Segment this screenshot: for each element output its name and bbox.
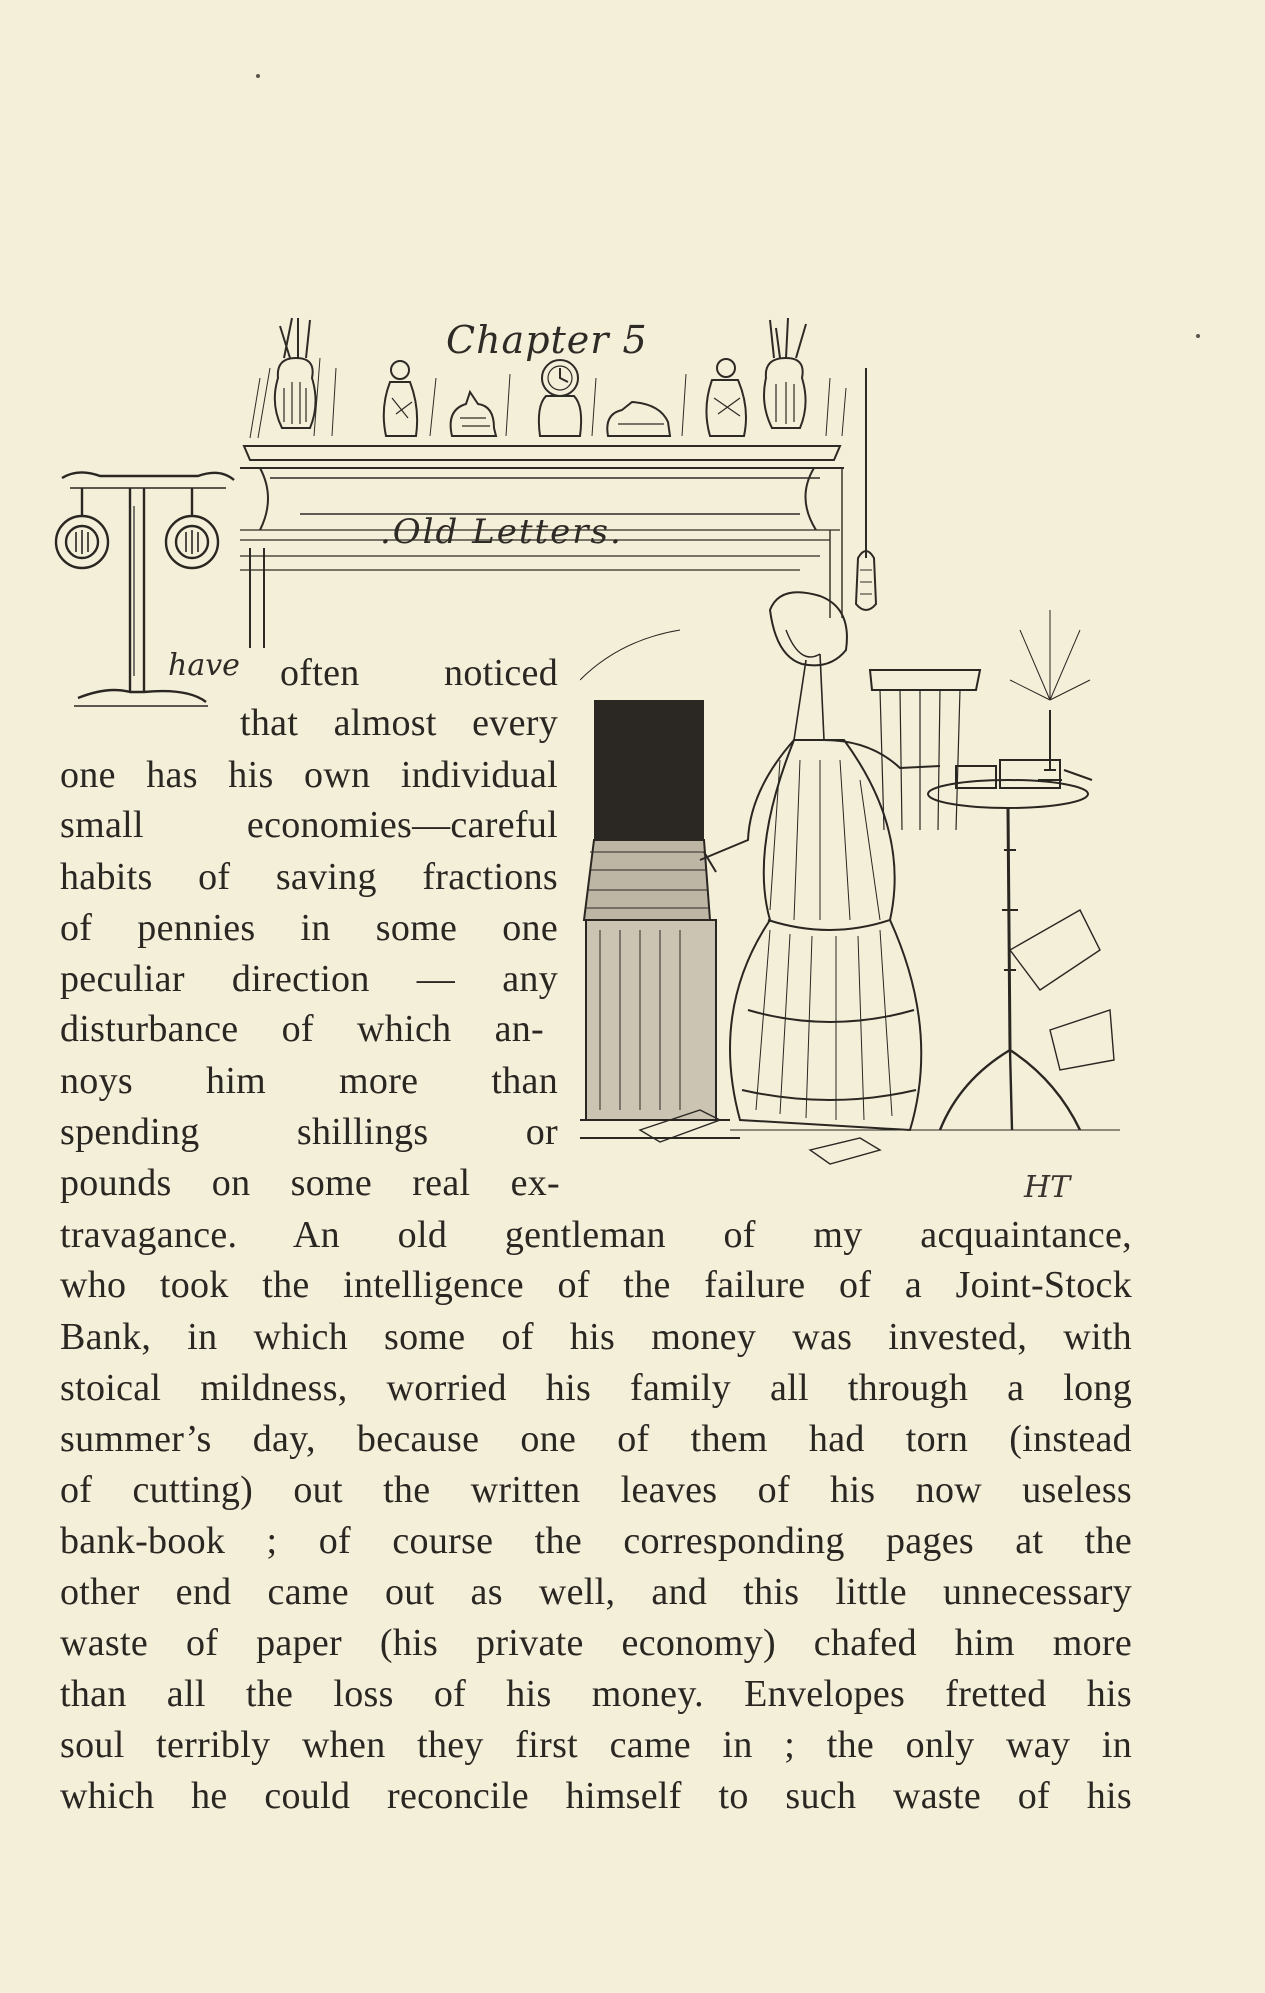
dog-ornament <box>607 402 670 436</box>
text-line: which he could reconcile himself to such waste of his <box>60 1775 1132 1817</box>
mantel-clock <box>539 360 581 436</box>
text-line: one has his own individual <box>60 754 558 796</box>
ink-speck <box>256 74 260 78</box>
drop-cap-illustration <box>48 466 248 726</box>
text-line: small economies—careful <box>60 804 558 846</box>
text-line: stoical mildness, worried his family all through a long <box>60 1367 1132 1409</box>
text-line: travagance. An old gentleman of my acquaintance, <box>60 1214 1132 1256</box>
text-line: who took the intelligence of the failure of a Joint-Stock <box>60 1264 1132 1306</box>
text-line: that almost every <box>240 702 558 744</box>
vase-left <box>275 318 316 428</box>
text-line: waste of paper (his private economy) chafed him more <box>60 1622 1132 1664</box>
text-line: pounds on some real ex- <box>60 1162 560 1204</box>
text-line: other end came out as well, and this little unnecessary <box>60 1571 1132 1613</box>
text-line: bank-book ; of course the corresponding pages at the <box>60 1520 1132 1562</box>
text-line: spending shillings or <box>60 1111 558 1153</box>
text-line: of pennies in some one <box>60 907 558 949</box>
text-line: soul terribly when they first came in ; the only way in <box>60 1724 1132 1766</box>
text-line: than all the loss of his money. Envelopes fretted his <box>60 1673 1132 1715</box>
drop-cap-word-rest: have <box>168 648 240 683</box>
chapter-number: Chapter 5 <box>446 318 648 362</box>
chapter-title: .Old Letters. <box>380 512 623 552</box>
figurine-left <box>384 361 417 436</box>
text-line: summer’s day, because one of them had torn (instead <box>60 1418 1132 1460</box>
artist-monogram: HT <box>1024 1170 1071 1205</box>
ink-speck <box>1196 334 1200 338</box>
text-line: Bank, in which some of his money was invested, with <box>60 1316 1132 1358</box>
text-line: often noticed <box>280 652 558 694</box>
drop-cap-letter: I <box>122 716 123 717</box>
text-line: of cutting) out the written leaves of his now useless <box>60 1469 1132 1511</box>
text-line: disturbance of which an- <box>60 1008 544 1050</box>
text-line: habits of saving fractions <box>60 856 558 898</box>
vase-right <box>764 318 806 428</box>
text-line: peculiar direction — any <box>60 958 558 1000</box>
lady-writing-illustration <box>580 590 1120 1190</box>
figurine-right <box>706 359 746 436</box>
cat-ornament <box>451 392 496 436</box>
text-line: noys him more than <box>60 1060 558 1102</box>
